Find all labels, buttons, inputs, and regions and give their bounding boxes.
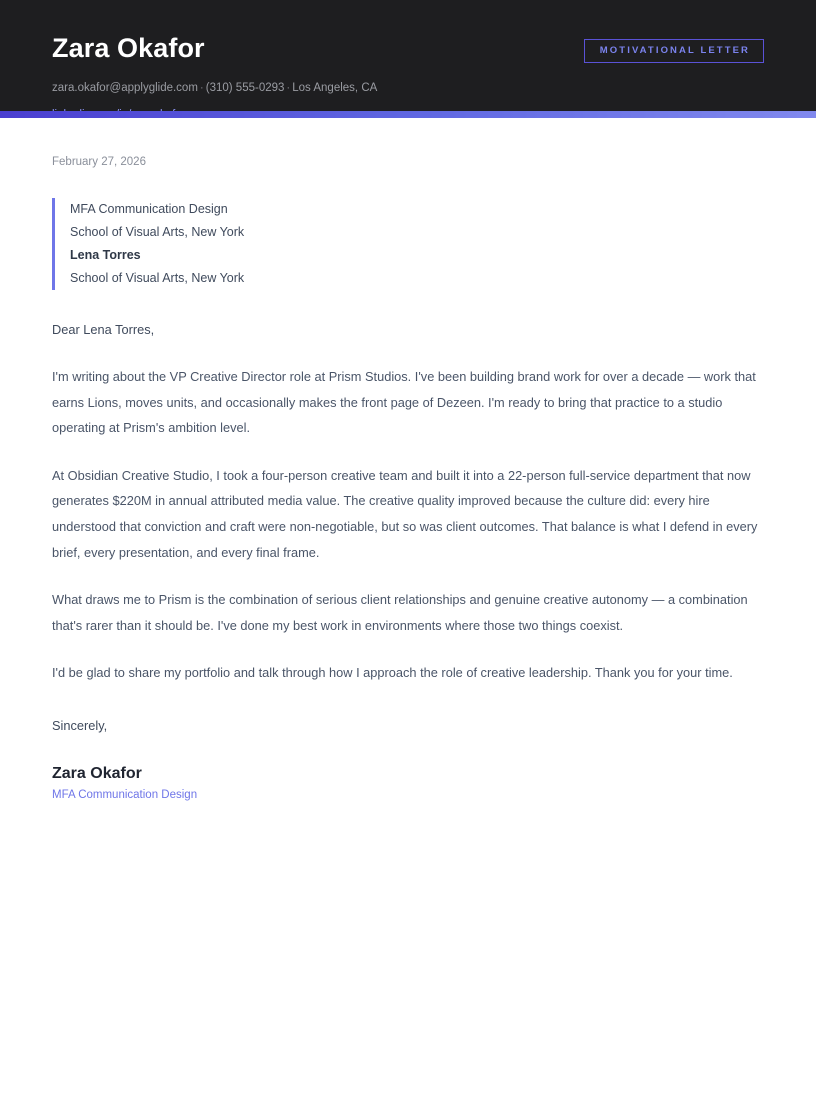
recipient-line: School of Visual Arts, New York [70, 270, 245, 285]
contact-separator-1: · [199, 81, 204, 94]
signoff: Sincerely, [52, 717, 108, 733]
signature-name: Zara Okafor [52, 765, 142, 783]
recipient-block [52, 198, 764, 290]
status-badge: MOTIVATIONAL LETTER [584, 39, 764, 63]
contact-separator-2: · [286, 81, 291, 94]
signature-block [52, 764, 764, 803]
contact-line [52, 80, 584, 98]
document-header [0, 0, 816, 118]
letter-paragraph: What draws me to Prism is the combination of serious client relationships and genuine creative autonomy — a combination that's rarer than it should be. I've done my best work in environments where those two things coexist. [52, 592, 748, 633]
signature-credential: MFA Communication Design [52, 789, 198, 802]
letter-paragraph: At Obsidian Creative Studio, I took a four-person creative team and built it into a 22-person full-service department that now generates $220M in annual attributed media value. The creative quality improved because the culture did: every hire understood that conviction and craft were non-negotiable, but so was client outcomes. That balance is what I defend in every brief, every presentation, and every final frame. [52, 467, 758, 560]
letter-body [0, 118, 816, 863]
contact-location: Los Angeles, CA [292, 81, 378, 94]
letter-paragraph: I'm writing about the VP Creative Director role at Prism Studios. I've been building brand work for over a decade — work that earns Lions, moves units, and occasionally makes the front page of Dezeen. I'm ready to bring that practice to a studio operating at Prism's ambition level. [52, 368, 756, 436]
accent-gradient-bar [0, 111, 816, 118]
recipient-line: Lena Torres [70, 247, 141, 262]
letter-date: February 27, 2026 [52, 156, 146, 168]
letter-paragraph: I'd be glad to share my portfolio and talk through how I approach the role of creative leadership. Thank you for your time. [52, 665, 733, 681]
recipient-line: School of Visual Arts, New York [70, 224, 245, 239]
recipient-line: MFA Communication Design [70, 202, 228, 216]
contact-phone: (310) 555-0293 [205, 81, 285, 94]
salutation: Dear Lena Torres, [52, 321, 155, 337]
contact-email: zara.okafor@applyglide.com [52, 81, 198, 94]
page-title: Zara Okafor [52, 33, 205, 63]
